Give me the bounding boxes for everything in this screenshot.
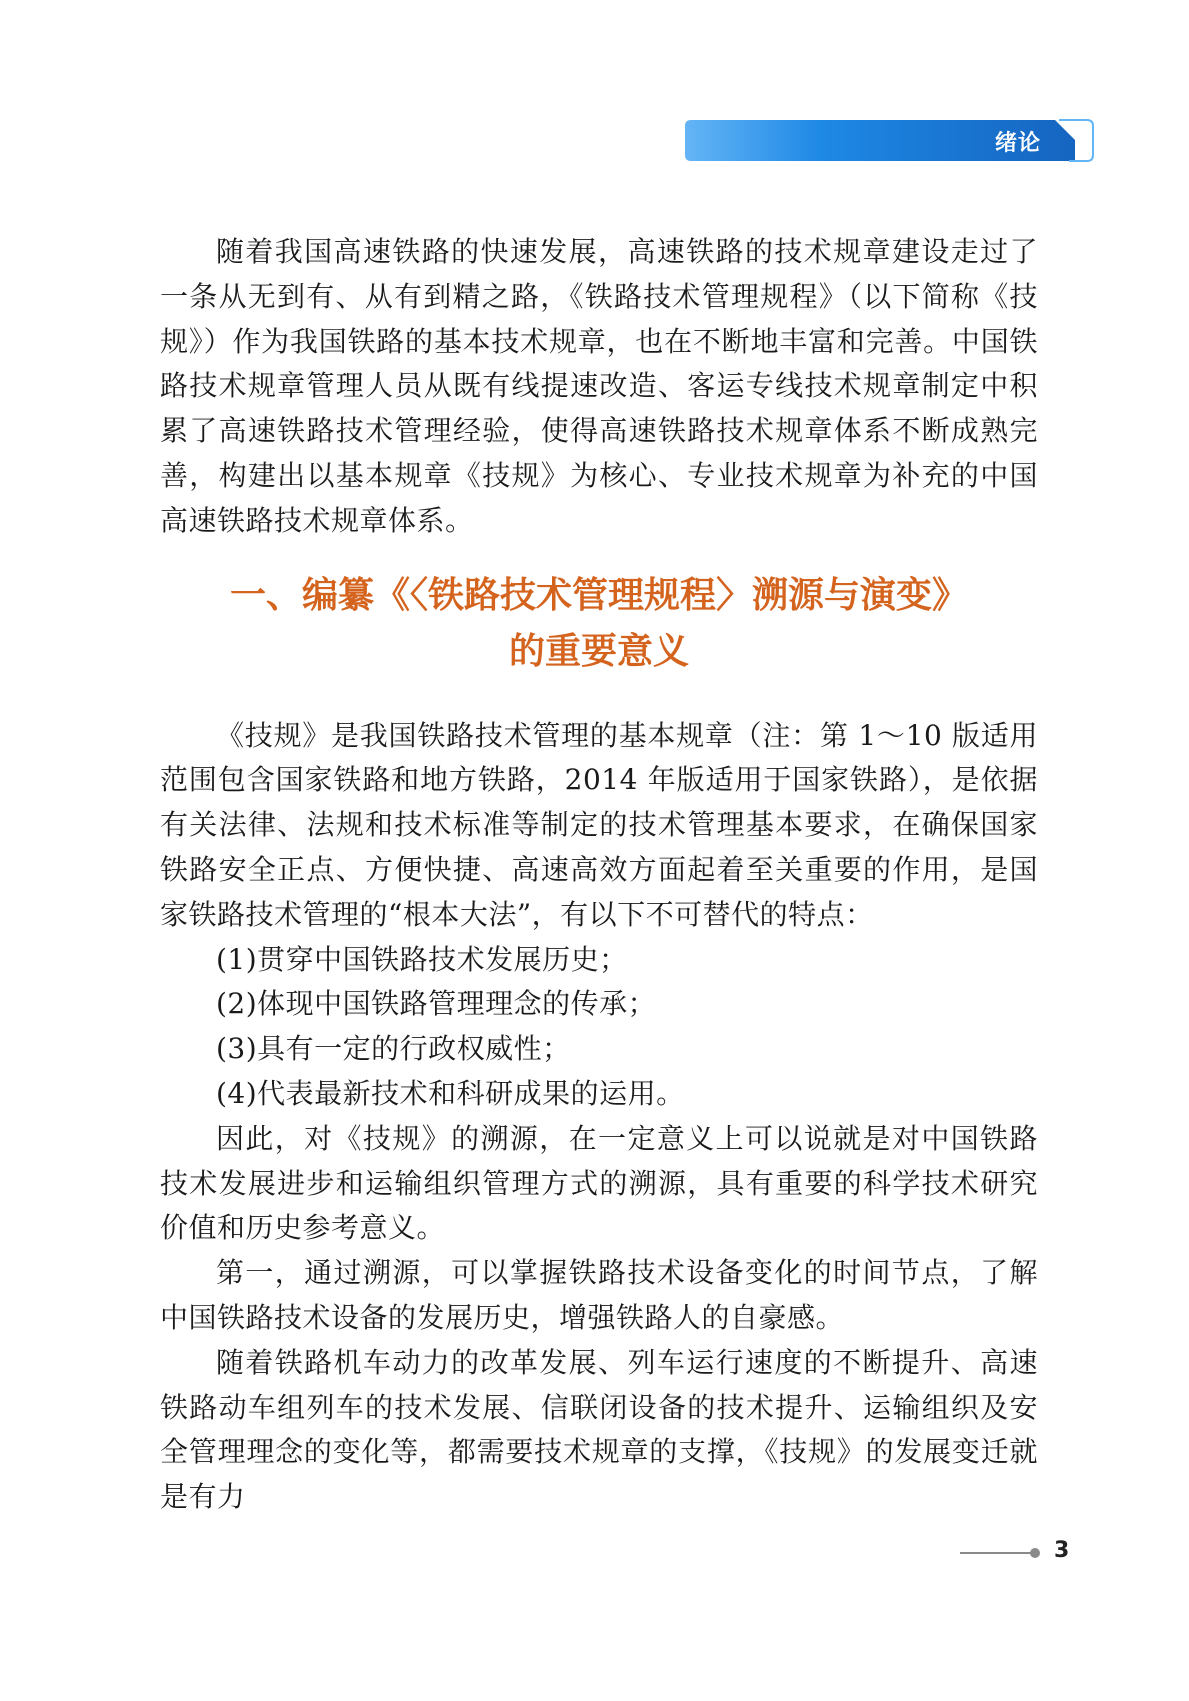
chapter-header-tab <box>683 118 1095 163</box>
page-content <box>160 230 1038 1520</box>
body-paragraph: 随着铁路机车动力的改革发展、列车运行速度的不断提升、高速铁路动车组列车的技术发展、信联闭设备的技术提升、运输组织及安全管理理念的变化等，都需要技术规章的支撑，《技规》的发展变迁就是有力 <box>160 1345 1038 1514</box>
section-heading-line1: 一、编纂《〈铁路技术管理规程〉溯源与演变》 <box>229 574 968 616</box>
page-footer <box>960 1538 1070 1568</box>
section-heading-line2: 的重要意义 <box>508 630 689 672</box>
list-item: (2)体现中国铁路管理理念的传承； <box>216 987 657 1021</box>
list-item: (1)贯穿中国铁路技术发展历史； <box>216 942 628 976</box>
body-paragraph: 因此，对《技规》的溯源，在一定意义上可以说就是对中国铁路技术发展进步和运输组织管理方式的溯源，具有重要的科学技术研究价值和历史参考意义。 <box>160 1121 1038 1245</box>
body-paragraph: 第一，通过溯源，可以掌握铁路技术设备变化的时间节点，了解中国铁路技术设备的发展历史，增强铁路人的自豪感。 <box>160 1256 1038 1334</box>
section-heading <box>160 568 1038 680</box>
list-item: (3)具有一定的行政权威性； <box>216 1032 571 1066</box>
chapter-title: 绪论 <box>994 131 1041 156</box>
body-paragraph: 《技规》是我国铁路技术管理的基本规章（注：第 1～10 版适用范围包含国家铁路和地方铁路，2014 年版适用于国家铁路），是依据有关法律、法规和技术标准等制定的技术管理基本要求，在确保国家铁路安全正点、方便快捷、高速高效方面起着至关重要的作用，是国家铁路技术管理的“根本大法”，有以下不可替代的特点： <box>160 718 1038 931</box>
intro-paragraph: 随着我国高速铁路的快速发展，高速铁路的技术规章建设走过了一条从无到有、从有到精之路，《铁路技术管理规程》（以下简称《技规》）作为我国铁路的基本技术规章，也在不断地丰富和完善。中国铁路技术规章管理人员从既有线提速改造、客运专线技术规章制定中积累了高速铁路技术管理经验，使得高速铁路技术规章体系不断成熟完善，构建出以基本规章《技规》为核心、专业技术规章为补充的中国高速铁路技术规章体系。 <box>160 235 1038 537</box>
list-item: (4)代表最新技术和科研成果的运用。 <box>216 1076 685 1110</box>
footer-dot-icon <box>1030 1548 1040 1558</box>
page-number: 3 <box>1054 1538 1070 1563</box>
footer-rule <box>960 1552 1032 1554</box>
